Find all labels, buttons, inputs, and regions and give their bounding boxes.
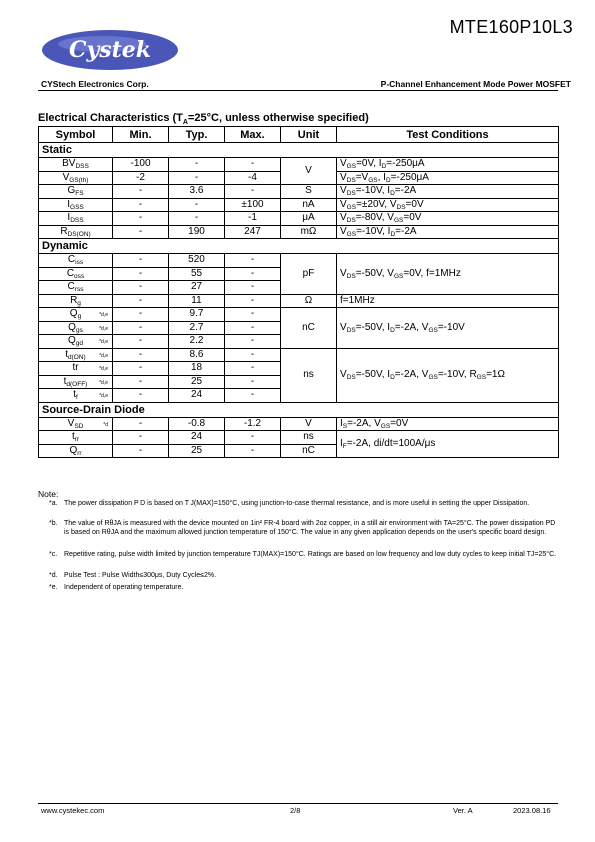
note-text: Repetitive rating, pulse width limited by junction temperature TJ(MAX)=150°C. Ratings are based on low frequency and low duty cycles to keep initial TJ=25°C. [64,551,557,558]
condition-cell: $V_{DS}=-10V$, $I_D=-2A$ [337,185,559,199]
min-cell: - [113,362,169,376]
typ-cell: 25 [169,444,225,458]
max-cell: - [225,321,281,335]
min-cell: - [113,254,169,268]
max-cell: - [225,185,281,199]
max-cell: - [225,158,281,172]
min-cell: - [113,185,169,199]
table-row [39,198,559,212]
note-text: The value of RθJA is measured with the device mounted on 1in² FR-4 board with 2oz copper, in a still air environment with TA=25°C. The power dissipation PD is based on RθJA and the maximum allowed junction temperature of 150°C. The value in any given application depends on the user's specific board design. [64,520,556,536]
min-cell: - [113,308,169,322]
section-dynamic: Dynamic [39,239,559,254]
part-number: MTE160P10L3 [449,17,573,37]
max-cell: -1.2 [225,417,281,431]
note-text: Independent of operating temperature. [64,584,184,591]
symbol-cell: $t_f$ *d,e [39,389,113,403]
unit-cell: nA [281,198,337,212]
note-key: *c. [49,551,58,558]
footer-divider [38,803,558,804]
symbol-cell: $t_{d(OFF)}$ *d,e [39,375,113,389]
max-cell: -4 [225,171,281,185]
max-cell: - [225,267,281,281]
min-cell: - [113,321,169,335]
note-key: *a. [49,500,58,507]
col-typ: Typ. [169,127,225,143]
symbol-cell: $I_{GSS}$ [39,198,113,212]
unit-cell: ns [281,348,337,402]
typ-cell: - [169,171,225,185]
typ-cell: - [169,212,225,226]
min-cell: - [113,348,169,362]
unit-cell: μA [281,212,337,226]
min-cell: - [113,267,169,281]
symbol-cell: $Q_{gd}$ *d,e [39,335,113,349]
condition-cell: $V_{GS}=\pm 20V$, $V_{DS}=0V$ [337,198,559,212]
col-unit: Unit [281,127,337,143]
symbol-cell: $R_{DS(ON)}$ [39,225,113,239]
min-cell: - [113,294,169,308]
unit-cell: pF [281,254,337,295]
footer-date: 2023.08.16 [513,806,551,815]
condition-cell: $V_{DS}=-50V$, $I_D=-2A$, $V_{GS}=-10V$ [337,308,559,349]
max-cell: - [225,294,281,308]
max-cell: ±100 [225,198,281,212]
min-cell: - [113,431,169,445]
footer-version: Ver. A [453,806,473,815]
note-key: *d. [49,572,58,579]
typ-cell: 11 [169,294,225,308]
typ-cell: 55 [169,267,225,281]
symbol-cell: $t_{rr}$ [39,431,113,445]
typ-cell: 9.7 [169,308,225,322]
min-cell: - [113,444,169,458]
typ-cell: 520 [169,254,225,268]
condition-cell: $I_S=-2A$, $V_{GS}=0V$ [337,417,559,431]
col-min: Min. [113,127,169,143]
symbol-cell: $V_{GS(th)}$ [39,171,113,185]
product-type: P-Channel Enhancement Mode Power MOSFET [380,79,571,89]
symbol-cell: $V_{SD}$ *d [39,417,113,431]
max-cell: - [225,254,281,268]
symbol-cell: tr *d,e [39,362,113,376]
condition-cell: f=1MHz [337,294,559,308]
symbol-cell: $Q_g$ *d,e [39,308,113,322]
symbol-cell: $C_{rss}$ [39,281,113,295]
typ-cell: 27 [169,281,225,295]
table-row [39,254,559,268]
max-cell: - [225,348,281,362]
typ-cell: - [169,198,225,212]
typ-cell: 24 [169,389,225,403]
symbol-cell: $t_{d(ON)}$ *d,e [39,348,113,362]
condition-cell: $I_F=-2A$, di/dt=100A/μs [337,431,559,458]
typ-cell: 25 [169,375,225,389]
table-row [39,294,559,308]
condition-cell: $V_{DS}=-80V$, $V_{GS}=0V$ [337,212,559,226]
symbol-cell: $Q_{gs}$ *d,e [39,321,113,335]
unit-cell: nC [281,444,337,458]
condition-cell: $V_{DS}=-50V$, $V_{GS}=0V$, f=1MHz [337,254,559,295]
logo-text: Cystek [68,37,152,63]
note-key: *b. [49,520,58,527]
min-cell: - [113,335,169,349]
condition-cell: $V_{GS}=-10V$, $I_D=-2A$ [337,225,559,239]
col-max: Max. [225,127,281,143]
section-title: Electrical Characteristics ($T_A=25^\circ C$, unless otherwise specified) [38,112,369,127]
symbol-cell: $C_{iss}$ [39,254,113,268]
min-cell: -100 [113,158,169,172]
typ-cell: 18 [169,362,225,376]
typ-cell: 190 [169,225,225,239]
min-cell: - [113,375,169,389]
symbol-cell: $G_{FS}$ [39,185,113,199]
max-cell: - [225,375,281,389]
unit-cell: Ω [281,294,337,308]
section-static: Static [39,143,559,158]
condition-cell: $V_{DS}=V_{GS}$, $I_D=-250\mu A$ [337,171,559,185]
table-header-row [39,127,559,143]
min-cell: - [113,212,169,226]
min-cell: - [113,417,169,431]
notes-label: Note: [38,489,59,499]
unit-cell: V [281,417,337,431]
min-cell: -2 [113,171,169,185]
cystek-logo [40,22,180,78]
condition-cell: $V_{GS}=0V$, $I_D=-250\mu A$ [337,158,559,172]
section-source-drain: Source-Drain Diode [39,402,559,417]
typ-cell: 2.2 [169,335,225,349]
condition-cell: $V_{DS}=-50V$, $I_D=-2A$, $V_{GS}=-10V$, $R_{GS}=1\Omega$ [337,348,559,402]
min-cell: - [113,389,169,403]
unit-cell: S [281,185,337,199]
note-key: *e. [49,584,58,591]
table-row [39,348,559,362]
typ-cell: 3.6 [169,185,225,199]
header-divider [38,90,558,91]
max-cell: -1 [225,212,281,226]
company-name: CYStech Electronics Corp. [41,79,149,89]
table-row [39,158,559,172]
table-row [39,417,559,431]
min-cell: - [113,281,169,295]
max-cell: - [225,281,281,295]
max-cell: - [225,335,281,349]
symbol-cell: $C_{oss}$ [39,267,113,281]
symbol-cell: $BV_{DSS}$ [39,158,113,172]
electrical-characteristics-table [38,126,559,458]
max-cell: 247 [225,225,281,239]
table-row [39,308,559,322]
note-text: Pulse Test : Pulse Width≤300μs, Duty Cycle≤2%. [64,572,217,579]
table-row [39,212,559,226]
footer-website[interactable]: www.cystekec.com [41,806,105,815]
typ-cell: 2.7 [169,321,225,335]
unit-cell: V [281,158,337,185]
max-cell: - [225,362,281,376]
col-symbol: Symbol [39,127,113,143]
footer-page: 2/8 [290,806,301,815]
max-cell: - [225,444,281,458]
typ-cell: -0.8 [169,417,225,431]
symbol-cell: $I_{DSS}$ [39,212,113,226]
unit-cell: mΩ [281,225,337,239]
min-cell: - [113,198,169,212]
max-cell: - [225,389,281,403]
typ-cell: 24 [169,431,225,445]
unit-cell: nC [281,308,337,349]
symbol-cell: $R_g$ [39,294,113,308]
note-text: The power dissipation P D is based on T J(MAX)=150°C, using junction-to-case thermal resistance, and is more useful in setting the upper Dissipation. [64,500,530,507]
min-cell: - [113,225,169,239]
symbol-cell: $Q_{rr}$ [39,444,113,458]
unit-cell: ns [281,431,337,445]
typ-cell: - [169,158,225,172]
col-test-conditions: Test Conditions [337,127,559,143]
typ-cell: 8.6 [169,348,225,362]
table-row [39,185,559,199]
max-cell: - [225,308,281,322]
table-row [39,431,559,445]
max-cell: - [225,431,281,445]
table-row [39,225,559,239]
